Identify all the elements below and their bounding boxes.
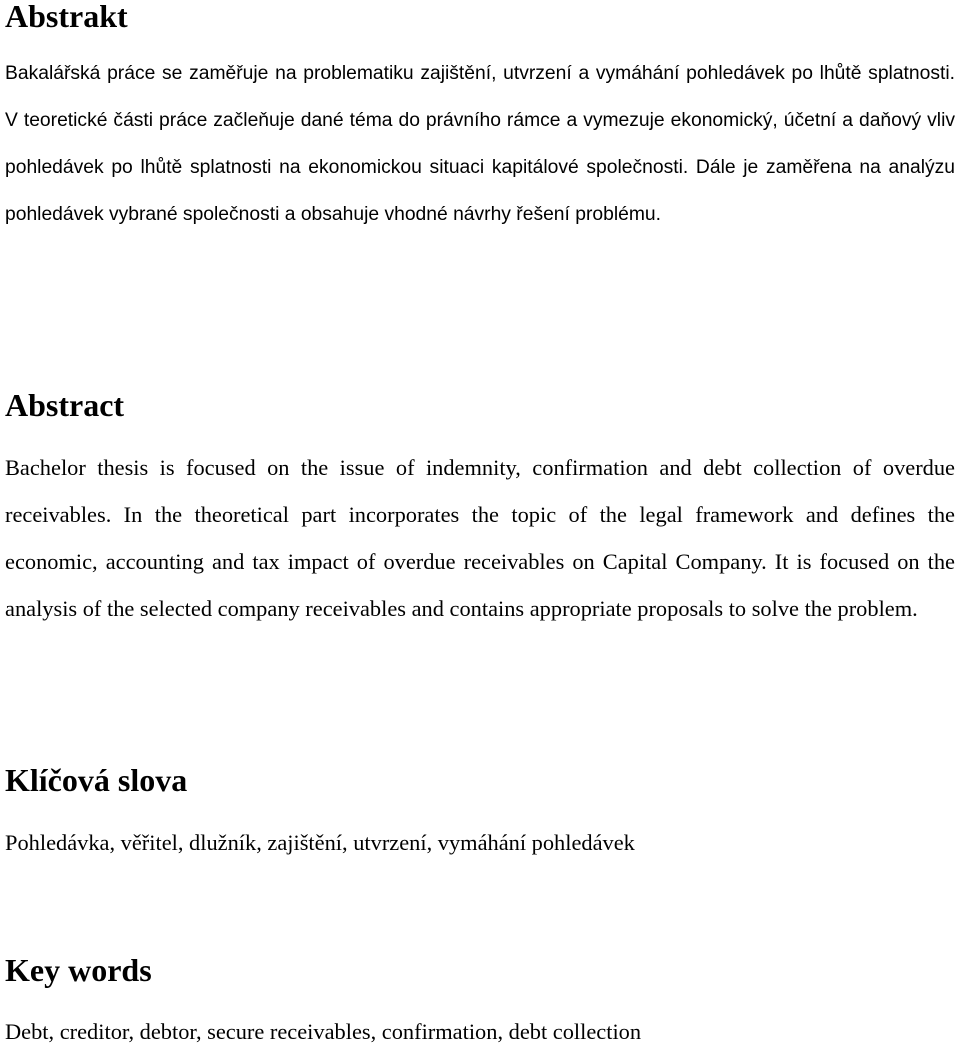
abstrakt-heading: Abstrakt [5, 0, 128, 34]
klicova-slova-heading: Klíčová slova [5, 762, 188, 798]
klicova-slova-text: Pohledávka, věřitel, dlužník, zajištění, utvrzení, vymáhání pohledávek [5, 830, 635, 855]
abstract-heading: Abstract [5, 387, 125, 423]
key-words-heading: Key words [5, 952, 152, 988]
abstract-paragraph: Bachelor thesis is focused on the issue of indemnity, confirmation and debt collection of overdue receivables. In the theoretical part incorporates the topic of the legal framework and defines the economic, accounting and tax impact of overdue receivables on Capital Company. It is focused on the analysis of the selected company receivables and contains appropriate proposals to solve the problem. [5, 455, 955, 621]
abstrakt-paragraph: Bakalářská práce se zaměřuje na problematiku zajištění, utvrzení a vymáhání pohledávek po lhůtě splatnosti. V teoretické části práce začleňuje dané téma do právního rámce a vymezuje ekonomický, účetní a daňový vliv pohledávek po lhůtě splatnosti na ekonomickou situaci kapitálové společnosti. Dále je zaměřena na analýzu pohledávek vybrané společnosti a obsahuje vhodné návrhy řešení problému. [5, 63, 955, 225]
key-words-text: Debt, creditor, debtor, secure receivables, confirmation, debt collection [5, 1019, 642, 1044]
